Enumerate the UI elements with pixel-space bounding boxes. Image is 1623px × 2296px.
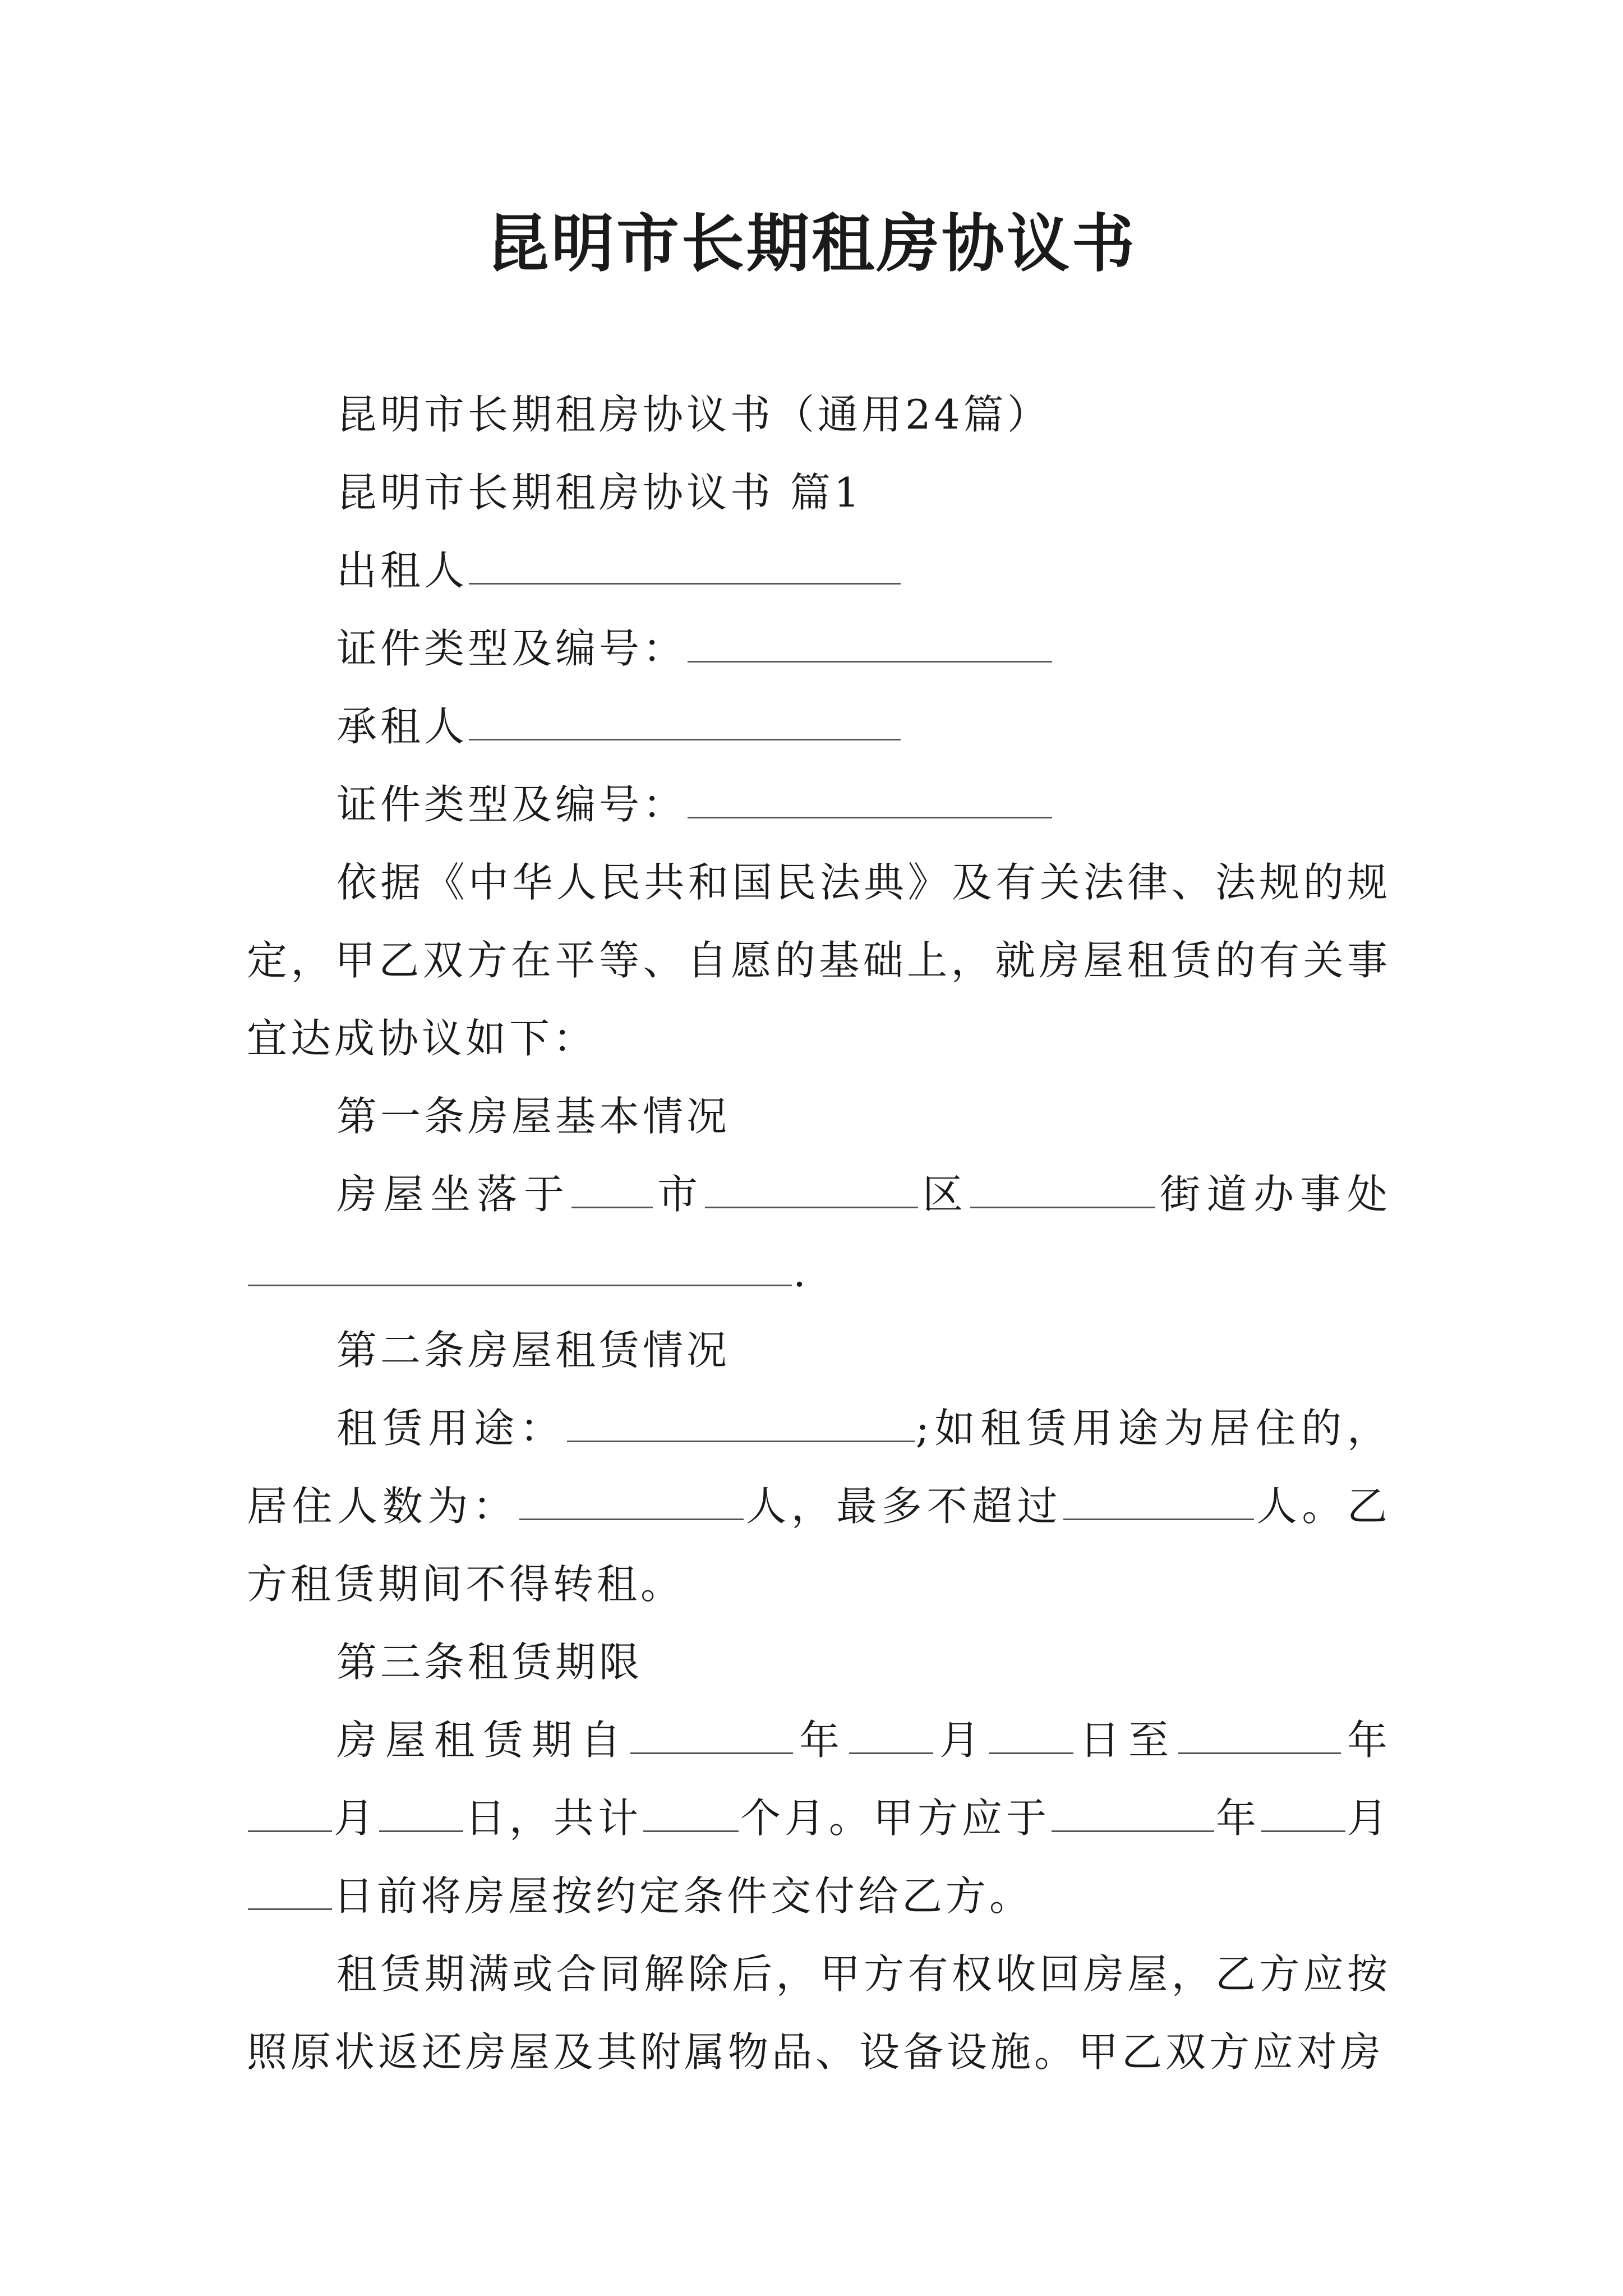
max-residents-blank[interactable]	[1063, 1479, 1254, 1520]
document-body	[247, 376, 1391, 2091]
start-day-label: 日至	[1074, 1717, 1177, 1764]
city-label: 市	[654, 1171, 704, 1218]
end-year-label: 年	[1341, 1717, 1391, 1764]
lessee-id-blank[interactable]	[688, 777, 1052, 818]
article-3-title: 第三条租赁期限	[336, 1639, 643, 1686]
location-prefix: 房屋坐落于	[336, 1171, 571, 1218]
usage-label: 租赁用途：	[336, 1405, 566, 1452]
lessor-id-blank[interactable]	[688, 622, 1052, 662]
end-day-blank[interactable]	[379, 1791, 463, 1832]
months-blank[interactable]	[643, 1791, 739, 1832]
term-prefix: 房屋租赁期自	[336, 1717, 629, 1764]
district-label: 区	[919, 1171, 970, 1218]
usage-blank[interactable]	[567, 1401, 915, 1442]
end-month-label: 月	[333, 1795, 378, 1842]
end-year-blank[interactable]	[1178, 1713, 1341, 1754]
lessee-id-label: 证件类型及编号：	[336, 781, 687, 828]
lessee-blank[interactable]	[469, 700, 901, 740]
delivery-month-label: 月	[1346, 1795, 1391, 1842]
article-1-title: 第一条房屋基本情况	[336, 1093, 731, 1140]
delivery-year-label: 年	[1215, 1795, 1260, 1842]
residents-blank[interactable]	[519, 1479, 744, 1520]
months-label: 个月。甲方应于	[739, 1795, 1050, 1842]
delivery-year-blank[interactable]	[1052, 1791, 1214, 1832]
paragraph-subtitle: 昆明市长期租房协议书（通用24篇）	[336, 391, 1051, 438]
article-2-usage	[247, 1389, 1391, 1623]
subdistrict-label: 街道办事处	[1156, 1171, 1391, 1218]
document-title: 昆明市长期租房协议书	[486, 207, 1137, 280]
start-month-blank[interactable]	[849, 1713, 933, 1754]
start-year-label: 年	[794, 1717, 848, 1764]
location-end: .	[793, 1249, 809, 1296]
article-3-return: 租赁期满或合同解除后，甲方有权收回房屋，乙方应按照原状返还房屋及其附属物品、设备设施。甲乙双方应对房	[247, 1950, 1391, 2076]
end-month-blank[interactable]	[248, 1791, 332, 1832]
start-day-blank[interactable]	[989, 1713, 1073, 1754]
article-3-term	[247, 1701, 1391, 1935]
article-2-title: 第二条房屋租赁情况	[336, 1327, 731, 1374]
subdistrict-blank[interactable]	[970, 1167, 1155, 1208]
article-1-location	[247, 1156, 1391, 1312]
paragraph-section-heading: 昆明市长期租房协议书 篇1	[336, 469, 863, 516]
max-residents-label: 人，最多不超过	[744, 1483, 1063, 1530]
lessee-line	[247, 688, 1391, 766]
lessor-line	[247, 532, 1391, 610]
lessee-label: 承租人	[336, 703, 468, 750]
address-blank[interactable]	[248, 1245, 792, 1286]
start-year-blank[interactable]	[630, 1713, 793, 1754]
lessor-id-line	[247, 610, 1391, 688]
delivery-day-blank[interactable]	[248, 1869, 332, 1910]
lessee-id-line	[247, 766, 1391, 844]
delivery-clause: 日前将房屋按约定条件交付给乙方。	[333, 1872, 1034, 1920]
city-blank[interactable]	[571, 1167, 653, 1208]
start-month-label: 月	[934, 1717, 988, 1764]
paragraph-preamble: 依据《中华人民共和国民法典》及有关法律、法规的规定，甲乙双方在平等、自愿的基础上，就房屋租赁的有关事宜达成协议如下：	[247, 859, 1391, 1062]
district-name-blank[interactable]	[705, 1167, 918, 1208]
delivery-month-blank[interactable]	[1261, 1791, 1345, 1832]
sublet-clause: 人。乙方租赁期间不得转租。	[247, 1483, 1391, 1608]
end-day-label: 日，共计	[464, 1795, 642, 1842]
lessor-id-label: 证件类型及编号：	[336, 625, 687, 672]
lessor-blank[interactable]	[469, 544, 901, 585]
residents-label: ;如租赁用途为居住的，居住人数为：	[247, 1405, 1391, 1530]
lessor-label: 出租人	[336, 547, 468, 594]
